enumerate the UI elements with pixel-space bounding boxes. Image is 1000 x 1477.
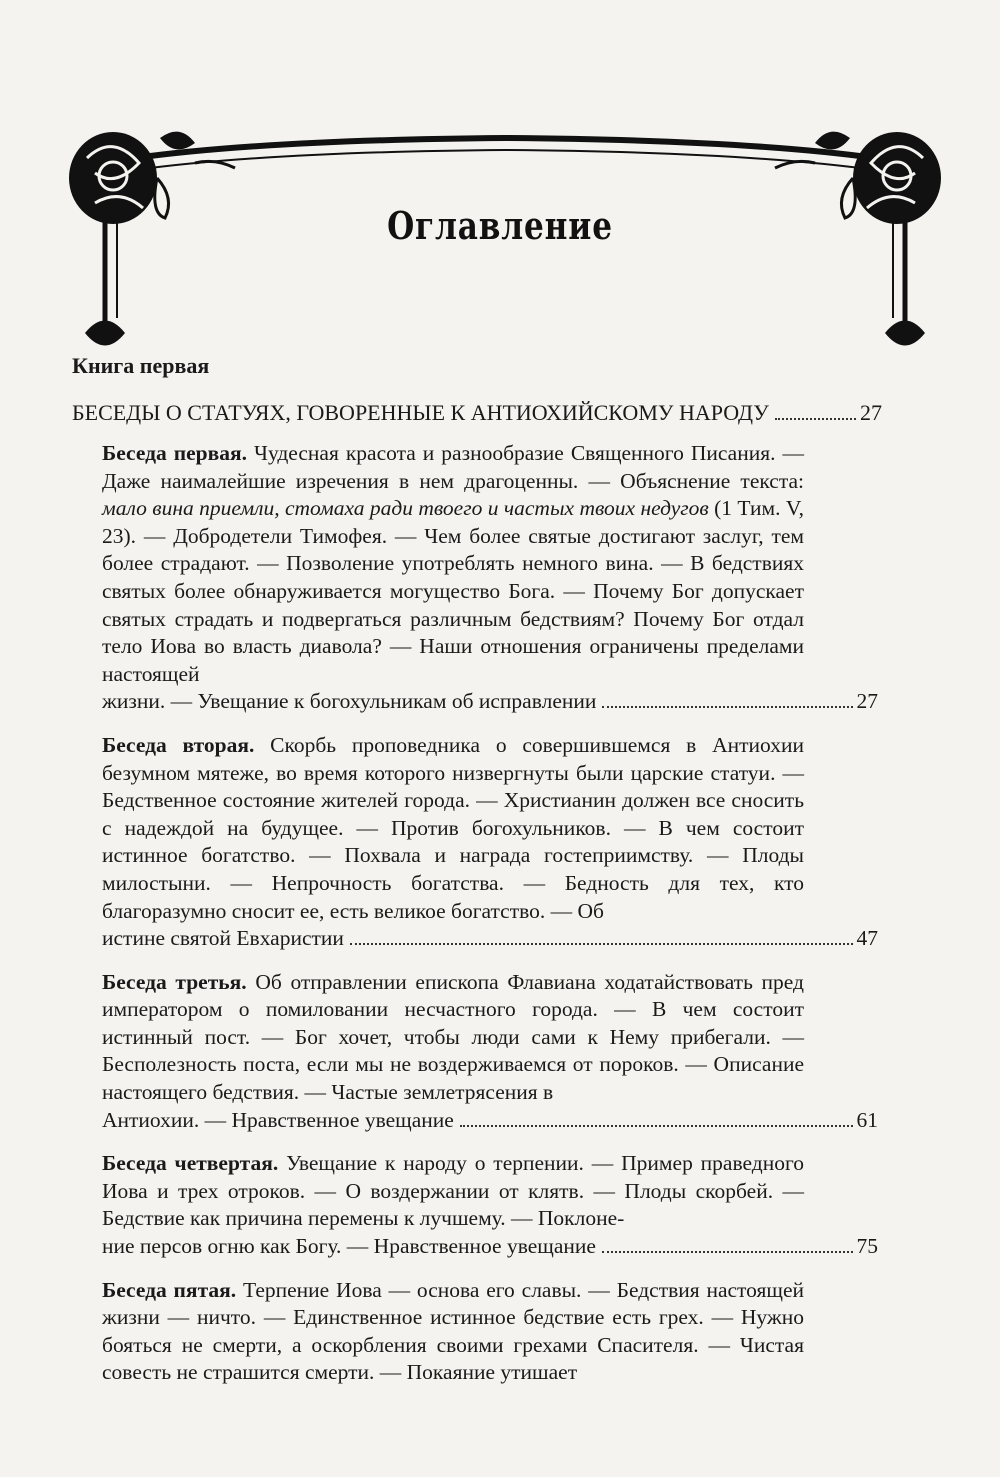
entry-page-number: 27	[856, 689, 878, 714]
entry-last-line	[102, 1233, 878, 1261]
entry-text-end: Антиохии. — Нравственное увещание	[102, 1107, 454, 1132]
entry-last-line	[102, 688, 878, 716]
toc-entry	[102, 1150, 878, 1260]
entry-text-cont: (1 Тим. V, 23). — Добродетели Тимофея. — Чем более святые достигают заслуг, тем более страдают. — Позволение употреблять немного вина. — В бедствиях святых более обнаруживается могущество Бога. — Почему Бог допускает святых страдать и подвергаться различным бедствиям? Почему Бог отдал тело Иова во власть диавола? — Наши отношения ограничены пределами настоящей	[102, 496, 805, 686]
entry-text: Чудесная красота и разнообразие Священного Писания. — Даже наималейшие изречения в нем драгоценны. — Объяснение текста:	[102, 441, 804, 493]
entry-page-number: 61	[856, 1107, 878, 1132]
entry-heading: Беседа вторая.	[102, 732, 255, 757]
toc-entries	[102, 440, 878, 1387]
entry-text-end: жизни. — Увещание к богохульникам об исправлении	[102, 689, 597, 714]
entry-text: Терпение Иова — основа его славы. — Бедствия настоящей жизни — ничто. — Единственное истинное бедствие есть грех. — Нужно бояться не смерти, а оскорбления своими грехами Спасителя. — Чистая совесть не страшится смерти. — Покаяние утишает	[102, 1277, 805, 1385]
entry-text-end: ние персов огню как Богу. — Нравственное увещание	[102, 1234, 596, 1259]
entry-last-line	[102, 1107, 878, 1135]
section-page-number: 27	[860, 400, 882, 425]
toc-entry	[102, 440, 878, 716]
page-title: Оглавление	[387, 203, 613, 248]
leader-dots	[460, 1125, 853, 1127]
entry-text: Скорбь проповедника о совершившемся в Антиохии безумном мятеже, во время которого низвергнуты были царские статуи. — Бедственное состояние жителей города. — Христианин должен все сносить с надеждой на будущее. — Против богохульников. — В чем состоит истинное богатство. — Похвала и награда гостеприимству. — Плоды милостыни. — Непрочность богатства. — Бедность для тех, кто благоразумно сносит ее, есть великое богатство. — Об	[102, 732, 805, 923]
toc-entry	[102, 969, 878, 1135]
entry-heading: Беседа первая.	[102, 441, 247, 465]
entry-page-number: 75	[856, 1234, 878, 1259]
leader-dots	[602, 1251, 853, 1253]
toc-entry	[102, 732, 878, 953]
entry-heading: Беседа пятая.	[102, 1277, 237, 1302]
leader-dots	[602, 706, 852, 708]
entry-page-number: 47	[856, 926, 878, 951]
entry-heading: Беседа четвертая.	[102, 1151, 279, 1176]
toc-entry	[102, 1277, 804, 1387]
entry-heading: Беседа третья.	[102, 969, 247, 994]
entry-text-end: истине святой Евхаристии	[102, 926, 344, 951]
section-heading	[72, 400, 882, 426]
entry-last-line	[102, 925, 878, 953]
entry-text: Об отправлении епископа Флавиана ходатайствовать пред императором о помиловании несчастного города. — В чем состоит истинный пост. — Бог хочет, чтобы люди сами к Нему прибегали. — Бесполезность поста, если мы не воздерживаемся от пороков. — Описание настоящего бедствия. — Частые землетрясения в	[102, 969, 804, 1105]
entry-text: Увещание к народу о терпении. — Пример праведного Иова и трех отроков. — О воздержании от клятв. — Плоды скорбей. — Бедствие как причина перемены к лучшему. — Поклоне-	[102, 1151, 804, 1231]
leader-dots	[350, 943, 853, 945]
entry-quote: мало вина приемли, стомаха ради твоего и частых твоих недугов	[102, 496, 709, 521]
section-title: БЕСЕДЫ О СТАТУЯХ, ГОВОРЕННЫЕ К АНТИОХИЙСКОМУ НАРОДУ	[72, 400, 769, 425]
book-label: Книга первая	[72, 353, 210, 378]
leader-dots	[775, 418, 856, 420]
